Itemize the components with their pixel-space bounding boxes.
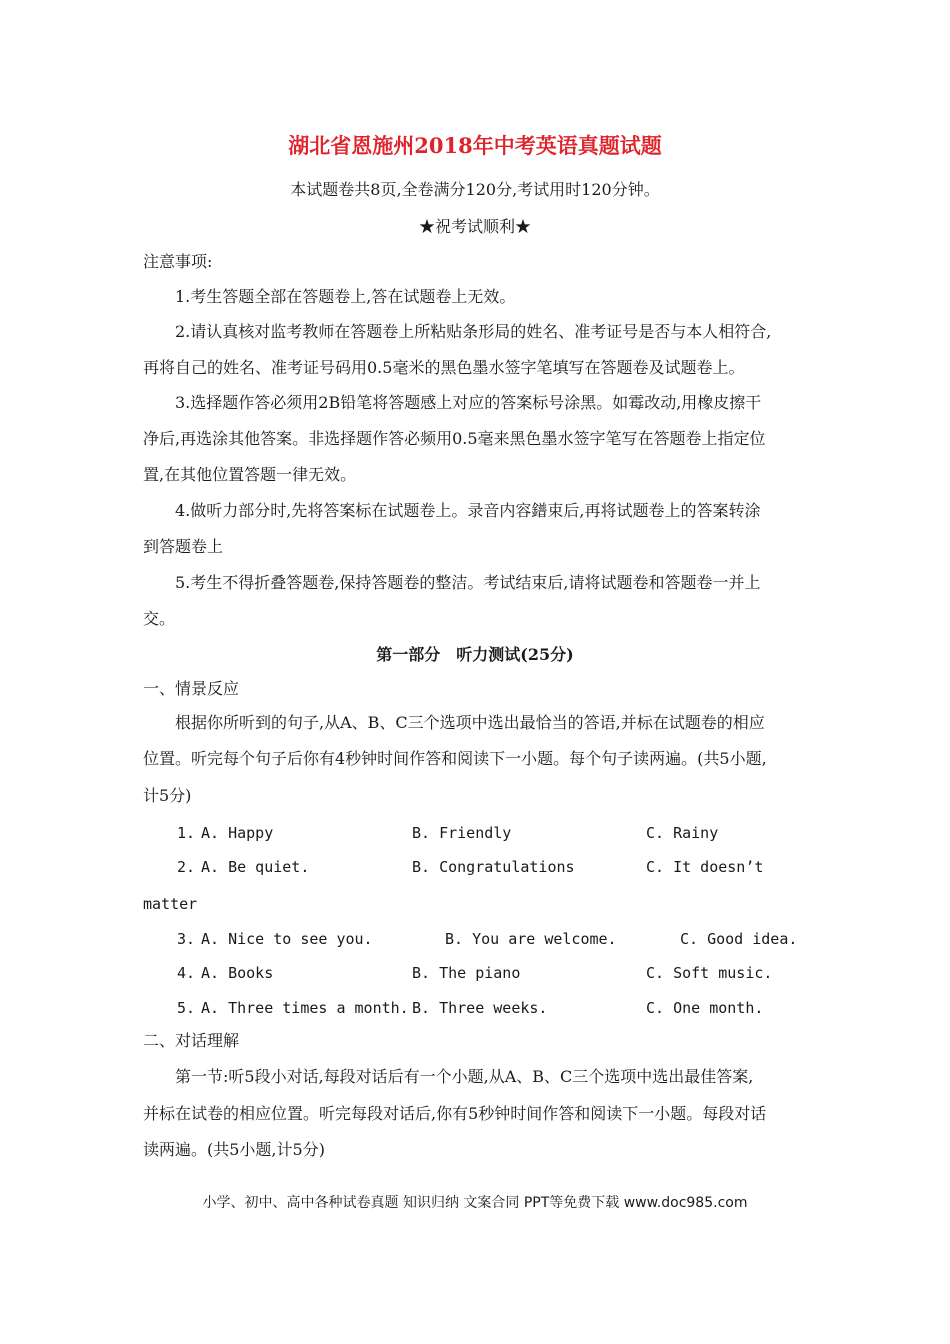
part1-heading: 第一部分 听力测试(25分)	[376, 645, 574, 664]
question-1-option-a: A. Happy	[201, 824, 274, 842]
question-3-option-c: C. Good idea.	[680, 930, 798, 948]
question-2-option-b: B. Congratulations	[412, 858, 575, 876]
section2-instruction-line-2: 并标在试卷的相应位置。听完每段对话后,你有5秒钟时间作答和阅读下一小题。每段对话	[143, 1104, 767, 1123]
note-3-line-1: 3.选择题作答必须用2B铅笔将答题感上对应的答案标号涂黑。如霉改动,用橡皮擦干	[175, 393, 762, 412]
note-2-line-2: 再将自己的姓名、准考证号码用0.5毫米的黑色墨水签字笔填写在答题卷及试题卷上。	[143, 358, 745, 377]
note-5-line-1: 5.考生不得折叠答题卷,保持答题卷的整洁。考试结束后,请将试题卷和答题卷一并上	[175, 573, 761, 592]
question-2-number: 2.	[177, 858, 196, 876]
exam-intro: 本试题卷共8页,全卷满分120分,考试用时120分钟。	[290, 180, 660, 199]
notes-heading: 注意事项:	[143, 252, 213, 271]
section1-instruction-line-1: 根据你所听到的句子,从A、B、C三个选项中选出最恰当的答语,并标在试题卷的相应	[175, 713, 765, 732]
note-5-line-2: 交。	[143, 609, 176, 628]
question-5-option-a: A. Three times a month.	[201, 999, 409, 1017]
question-5-option-b: B. Three weeks.	[412, 999, 548, 1017]
question-1-option-b: B. Friendly	[412, 824, 512, 842]
section1-instruction-line-2: 位置。听完每个句子后你有4秒钟时间作答和阅读下一小题。每个句子读两遍。(共5小题,	[143, 749, 767, 768]
note-4-line-2: 到答题卷上	[143, 537, 224, 556]
section1-heading: 一、情景反应	[143, 679, 240, 698]
section2-instruction-line-1: 第一节:听5段小对话,每段对话后有一个小题,从A、B、C三个选项中选出最佳答案,	[175, 1067, 754, 1086]
section2-heading: 二、对话理解	[143, 1031, 240, 1050]
question-1-number: 1.	[177, 824, 196, 842]
page-footer: 小学、初中、高中各种试卷真题 知识归纳 文案合同 PPT等免费下载 www.doc985.com	[202, 1195, 748, 1211]
question-3-option-a: A. Nice to see you.	[201, 930, 373, 948]
note-3-line-2: 净后,再选涂其他答案。非选择题作答必频用0.5毫来黑色墨水签字笔写在答题卷上指定位	[143, 429, 766, 448]
question-5-number: 5.	[177, 999, 196, 1017]
question-4-number: 4.	[177, 964, 196, 982]
question-5-option-c: C. One month.	[646, 999, 764, 1017]
question-2-option-c-continued: matter	[143, 895, 198, 913]
question-4-option-b: B. The piano	[412, 964, 521, 982]
note-3-line-3: 置,在其他位置答题一律无效。	[143, 465, 357, 484]
section1-instruction-line-3: 计5分)	[143, 786, 192, 805]
question-3-number: 3.	[177, 930, 196, 948]
note-2-line-1: 2.请认真核对监考教师在答题卷上所粘贴条形局的姓名、准考证号是否与本人相符合,	[175, 322, 772, 341]
exam-title: 湖北省恩施州2018年中考英语真题试题	[288, 133, 662, 158]
exam-wish: ★祝考试顺利★	[418, 217, 531, 236]
note-4-line-1: 4.做听力部分时,先将答案标在试题卷上。录音内容鐠束后,再将试题卷上的答案转涂	[175, 501, 761, 520]
question-3-option-b: B. You are welcome.	[445, 930, 617, 948]
question-4-option-a: A. Books	[201, 964, 274, 982]
question-2-option-c: C. It doesn’t	[646, 858, 764, 876]
question-2-option-a: A. Be quiet.	[201, 858, 310, 876]
question-1-option-c: C. Rainy	[646, 824, 719, 842]
question-4-option-c: C. Soft music.	[646, 964, 773, 982]
note-1: 1.考生答题全部在答题卷上,答在试题卷上无效。	[175, 287, 516, 306]
section2-instruction-line-3: 读两遍。(共5小题,计5分)	[143, 1140, 325, 1159]
